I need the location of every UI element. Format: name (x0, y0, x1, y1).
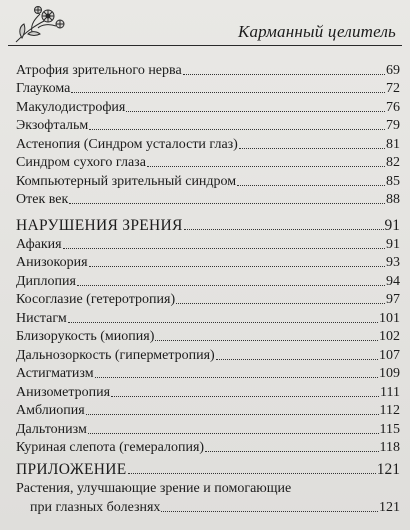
toc-entry (16, 171, 400, 190)
toc-entry-page: 82 (386, 155, 400, 170)
flower-ornament-icon (12, 2, 74, 46)
toc-entry (16, 60, 400, 79)
toc-entry-title: Диплопия (16, 273, 76, 289)
toc-entry-page: 112 (379, 403, 400, 418)
toc-entry-page: 102 (379, 329, 400, 344)
toc-entry-page: 69 (386, 62, 400, 78)
toc-entry-title: Анизометропия (16, 384, 111, 400)
dot-leader (147, 166, 385, 167)
toc-entry (16, 153, 400, 172)
dot-leader (184, 229, 384, 230)
dot-leader (63, 248, 385, 249)
toc-entry-title: Дальтонизм (16, 421, 87, 437)
toc-entry-page: 121 (376, 461, 400, 478)
toc-entry (16, 271, 400, 290)
toc-entry-page: 109 (379, 366, 400, 381)
toc-entry-page: 97 (386, 292, 400, 307)
toc-section-heading (16, 212, 400, 234)
toc-entry (16, 345, 400, 364)
toc-entry-page: 115 (379, 421, 400, 437)
header-divider (8, 45, 402, 46)
toc-entry-title: при глазных болезнях (30, 499, 161, 515)
dot-leader (86, 414, 379, 415)
toc-entry (16, 364, 400, 383)
toc-entry (16, 327, 400, 346)
toc-entry-title: Астигматизм (16, 366, 94, 381)
toc-entry-page: 118 (379, 440, 400, 455)
dot-leader (69, 203, 385, 204)
toc-entry-title: Дальнозоркость (гиперметропия) (16, 347, 215, 363)
toc-entry-title: Астенопия (Синдром усталости глаз) (16, 136, 238, 152)
toc-entry-page: 101 (379, 310, 400, 326)
toc-entry-page: 81 (386, 136, 400, 152)
toc-entry-page: 79 (386, 118, 400, 133)
dot-leader (183, 74, 385, 75)
toc-entry (16, 190, 400, 209)
toc-entry-title: Макулодистрофия (16, 99, 126, 115)
dot-leader (128, 473, 376, 474)
running-header-title: Карманный целитель (237, 22, 396, 41)
toc-entry-title: Атрофия зрительного нерва (16, 62, 182, 78)
toc-section-heading (16, 456, 400, 478)
toc-entry-page: 72 (386, 81, 400, 96)
dot-leader (237, 185, 385, 186)
dot-leader (71, 92, 385, 93)
dot-leader (155, 340, 378, 341)
toc-entry-title: Отек век (16, 192, 69, 207)
toc-entry-page: 93 (386, 255, 400, 270)
toc-entry-title: Экзофтальм (16, 118, 89, 133)
toc-entry (16, 134, 400, 153)
dot-leader (239, 148, 385, 149)
toc-entry-page: 88 (386, 192, 400, 207)
toc-entry-page: 121 (379, 499, 400, 515)
toc-entry-page: 111 (380, 384, 400, 400)
toc-entry-title: Растения, улучшающие зрение и помогающие (16, 481, 292, 496)
dot-leader (205, 451, 378, 452)
toc-section-title: ПРИЛОЖЕНИЕ (16, 461, 127, 478)
toc-entry-title: Синдром сухого глаза (16, 155, 146, 170)
toc-entry-title: Компьютерный зрительный синдром (16, 173, 237, 189)
toc-entry-wrapped-line-1 (16, 478, 400, 497)
toc-entry-wrapped-line-2 (16, 497, 400, 516)
dot-leader (111, 396, 379, 397)
toc-entry-page: 85 (386, 173, 400, 189)
dot-leader (216, 359, 378, 360)
toc-entry-title: Анизокория (16, 255, 88, 270)
toc-entry-page: 91 (386, 236, 400, 252)
dot-leader (126, 111, 385, 112)
toc-entry-title: Амблиопия (16, 403, 85, 418)
toc-entry-title: Нистагм (16, 310, 67, 326)
dot-leader (176, 303, 385, 304)
dot-leader (88, 433, 379, 434)
dot-leader (68, 322, 378, 323)
toc-entry (16, 308, 400, 327)
toc-entry (16, 116, 400, 135)
toc-section-title: НАРУШЕНИЯ ЗРЕНИЯ (16, 217, 183, 234)
toc-entry-page: 107 (379, 347, 400, 363)
toc-entry (16, 79, 400, 98)
toc-entry-page: 94 (386, 273, 400, 289)
dot-leader (161, 511, 378, 512)
table-of-contents (16, 60, 400, 516)
toc-entry (16, 253, 400, 272)
toc-entry-page: 76 (386, 99, 400, 115)
dot-leader (77, 285, 385, 286)
toc-entry (16, 290, 400, 309)
toc-entry-title: Близорукость (миопия) (16, 329, 155, 344)
toc-entry (16, 438, 400, 457)
toc-entry (16, 401, 400, 420)
toc-entry (16, 419, 400, 438)
toc-entry-title: Афакия (16, 236, 62, 252)
page-header (0, 0, 410, 48)
toc-entry-title: Косоглазие (гетеротропия) (16, 292, 176, 307)
toc-entry-page: 91 (384, 217, 400, 234)
toc-entry-title: Куриная слепота (гемералопия) (16, 440, 205, 455)
dot-leader (89, 266, 385, 267)
toc-entry-title: Глаукома (16, 81, 71, 96)
toc-entry (16, 382, 400, 401)
dot-leader (89, 129, 385, 130)
toc-entry (16, 234, 400, 253)
dot-leader (95, 377, 378, 378)
toc-entry (16, 97, 400, 116)
